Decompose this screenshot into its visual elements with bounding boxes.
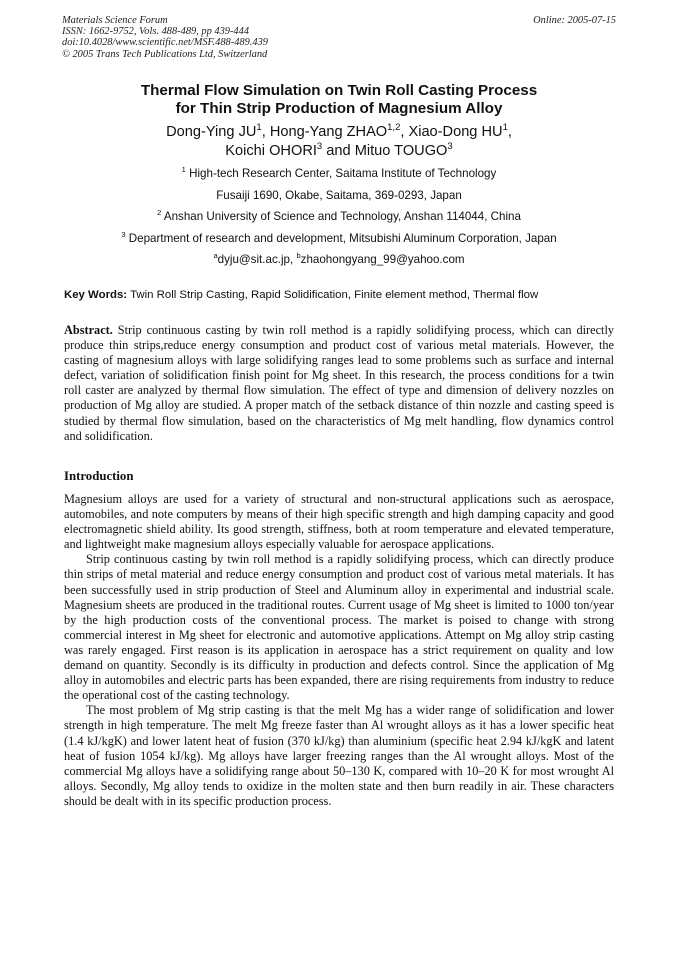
intro-paragraph-3: The most problem of Mg strip casting is that the melt Mg has a wider range of solidification and lower strength in high temperature. The melt Mg freeze faster than Al wrought alloys as it has a lower specific heat (1.4 kJ/kgK) and lower latent heat of fusion (370 kJ/kg) than aluminium (specific heat 2.94 kJ/kgK and latent heat of fusion 1054 kJ/kg). Mg alloys have larger freezing ranges than the Al wrought alloys. Most of the commercial Mg alloys have a solidifying range about 50–130 K, compared with 10–20 K for most wrought Al alloys. Secondly, Mg alloy tends to oxidize in the molten state and then burn readily in air. These characters should be dealt with in its specific production process. [64, 703, 614, 808]
intro-paragraph-1: Magnesium alloys are used for a variety of structural and non-structural applications such as aerospace, automobiles, and note computers by means of their high specific strength and high damping capacity and good electromagnetic shield ability. Its good strength, stiffness, both at room temperature and elevated temperature, and lightweight make magnesium alloys especially valuable for aerospace applications. [64, 492, 614, 552]
journal-header [62, 15, 268, 60]
author-list [40, 123, 638, 161]
abstract-label: Abstract. [64, 323, 113, 337]
affiliation-text: High-tech Research Center, Saitama Institute of Technology [189, 167, 497, 180]
affiliation-3 [40, 232, 638, 246]
introduction-body [64, 492, 614, 809]
author-separator: , [261, 124, 266, 140]
author-affil-sup: 3 [447, 141, 453, 153]
journal-issn: ISSN: 1662-9752, Vols. 488-489, pp 439-444 [62, 26, 250, 38]
affiliation-1 [40, 167, 638, 181]
author-separator: , [507, 124, 512, 140]
affiliation-text: Anshan University of Science and Technology, Anshan 114044, China [163, 210, 521, 223]
author-name: Mituo TOUGO [354, 143, 448, 159]
abstract-paragraph [64, 323, 614, 444]
keywords [64, 288, 616, 302]
email-sup: b [296, 251, 301, 261]
paper-title-line-2: for Thin Strip Production of Magnesium Alloy [175, 100, 503, 117]
affiliation-2 [40, 210, 638, 224]
author-emails [40, 253, 638, 267]
journal-name: Materials Science Forum [62, 15, 168, 26]
affiliation-text: Department of research and development, Mitsubishi Aluminum Corporation, Japan [128, 232, 557, 245]
online-date [533, 15, 616, 26]
author-line-2 [40, 142, 638, 161]
paper-title-line-1: Thermal Flow Simulation on Twin Roll Casting Process [140, 82, 538, 99]
email-sup: a [213, 251, 218, 261]
journal-copyright: © 2005 Trans Tech Publications Ltd, Switzerland [62, 48, 268, 60]
author-line-1 [40, 123, 638, 142]
keywords-label: Key Words: [64, 289, 128, 301]
affiliation-sup: 1 [181, 165, 186, 175]
affiliation-text: Fusaiji 1690, Okabe, Saitama, 369-0293, Japan [216, 189, 462, 202]
keywords-text: Twin Roll Strip Casting, Rapid Solidification, Finite element method, Thermal flow [130, 289, 539, 301]
abstract-text: Strip continuous casting by twin roll method is a rapidly solidifying process, which can directly produce thin strips,reduce energy consumption and product cost of various metal materials. However, the casting of magnesium alloys with large solidifying ranges lead to some problems such as surface and internal defect, variation of solidification finish point for Mg sheet. In this research, the process conditions for a twin roll caster are analyzed by thermal flow simulation. The effect of type and dimension of delivery nozzles on production of Mg alloy are studied. A proper match of the setback distance of thin nozzle and casting speed is studied by thermal flow simulation, based on the characteristics of Mg melt handling, flow dynamics control and solidification. [64, 323, 615, 443]
author-affil-sup: 1 [502, 122, 508, 134]
affiliation-sup: 2 [157, 208, 162, 218]
author-affil-sup: 1,2 [387, 122, 401, 134]
author-affil-sup: 3 [316, 141, 323, 153]
email-link[interactable]: dyju@sit.ac.jp, [217, 253, 294, 266]
author-affil-sup: 1 [256, 122, 262, 134]
journal-doi: doi:10.4028/www.scientific.net/MSF.488-489.439 [62, 37, 268, 49]
section-heading-introduction: Introduction [64, 469, 134, 483]
abstract [64, 323, 614, 444]
intro-paragraph-2: Strip continuous casting by twin roll method is a rapidly solidifying process, which can directly produce thin strips of metal material and reduce energy consumption and product cost of various metal materials. It has been successfully used in strip production of Steel and Aluminum alloy in experimental and industrial scale. Magnesium sheets are produced in the traditional routes. Current usage of Mg sheet is limited to 1000 ton/year by the high production costs of the conventional process. The market is poised to change with strong commercial interest in Mg sheet for electronic and automotive applications. Attempt on Mg alloy strip casting was rarely engaged. First reason is its application in aerospace has a strict requirement on quality and low demand on quantity. Secondly is its difficulty in production and defects control. Since the application of Mg alloy in automobiles and electric parts has been expanded, there are rising requirements from industry to reduce the operational cost of the casting technology. [64, 552, 614, 703]
paper-title [40, 82, 638, 118]
author-separator: , [400, 124, 405, 140]
affiliation-1-address [40, 189, 638, 203]
affiliation-sup: 3 [121, 230, 126, 240]
author-name: Dong-Ying JU [166, 124, 257, 140]
author-name: Hong-Yang ZHAO [269, 124, 388, 140]
author-name: Xiao-Dong HU [408, 124, 503, 140]
author-conjunction: and [326, 143, 351, 159]
online-date-text: Online: 2005-07-15 [533, 15, 616, 26]
email-link[interactable]: zhaohongyang_99@yahoo.com [300, 253, 465, 266]
author-name: Koichi OHORI [225, 143, 317, 159]
